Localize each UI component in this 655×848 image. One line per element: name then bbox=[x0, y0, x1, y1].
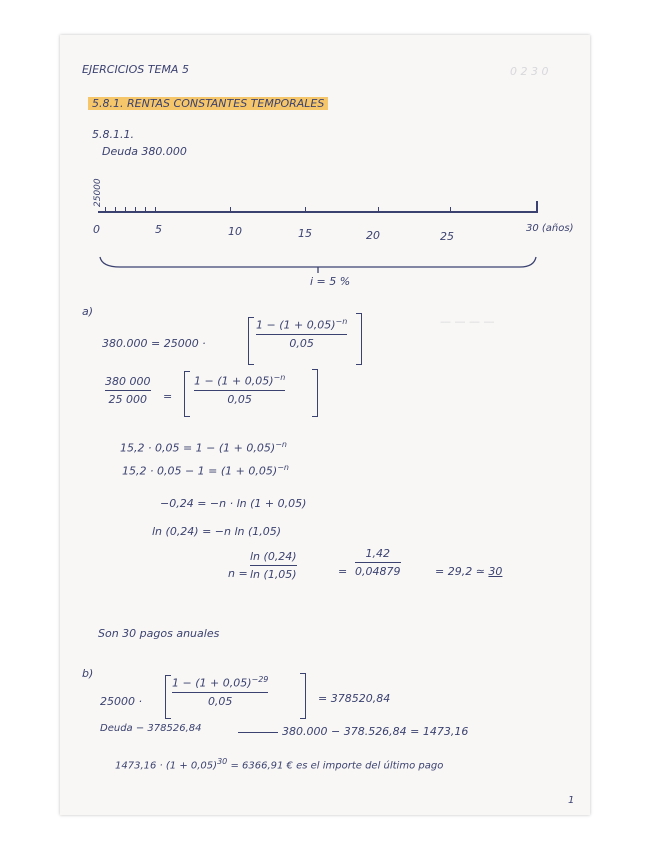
arrow-line bbox=[238, 732, 278, 733]
bracket-right bbox=[312, 369, 318, 417]
equation-1-left: 380.000 = 25000 · bbox=[102, 337, 206, 350]
bleed-through-mark: 0 2 3 0 bbox=[510, 65, 549, 78]
payment-label: 25000 bbox=[93, 178, 103, 207]
timeline-tick-label: 30 (años) bbox=[526, 223, 574, 234]
notebook-page bbox=[60, 35, 590, 815]
debt-amount: Deuda 380.000 bbox=[102, 145, 187, 158]
interest-rate: i = 5 % bbox=[310, 275, 351, 288]
n-label: n = bbox=[228, 567, 248, 580]
part-b-left: 25000 · bbox=[100, 695, 142, 708]
n-fraction: ln (0,24) ln (1,05) bbox=[250, 550, 297, 581]
last-payment-calc: $1473,16 \cdot (1 + 0,05)^{30} = 6366,91$ € es el importe del último pago bbox=[115, 757, 444, 772]
part-a-label: a) bbox=[82, 305, 94, 318]
equation-1-fraction: $1 - (1 + 0,05)^{-n}$ 0,05 bbox=[256, 317, 348, 350]
timeline-tick-label: 15 bbox=[298, 227, 312, 240]
equation-2-fraction: $1 - (1 + 0,05)^{-n}$ 0,05 bbox=[194, 373, 286, 406]
step-3: −0,24 = −n · ln (1 + 0,05) bbox=[160, 497, 307, 510]
n-fraction-numeric: 1,42 0,04879 bbox=[355, 547, 401, 578]
page-number: 1 bbox=[568, 795, 575, 806]
bleed-through-mark: — — — — bbox=[440, 315, 495, 328]
step-1: $15,2 \cdot 0,05 = 1 - (1 + 0,05)^{-n}$ bbox=[120, 440, 287, 455]
timeline-tick-label: 10 bbox=[228, 225, 242, 238]
debt-remaining: Deuda − 378526,84 bbox=[100, 723, 202, 734]
equation-2-left-fraction: 380 000 25 000 bbox=[105, 375, 151, 406]
part-b-label: b) bbox=[82, 667, 94, 680]
timeline-tick-label: 20 bbox=[366, 229, 380, 242]
bracket-right bbox=[356, 313, 362, 365]
bracket-left bbox=[165, 675, 171, 719]
bracket-left bbox=[248, 317, 254, 365]
timeline-tick-label: 0 bbox=[93, 223, 100, 236]
bracket-right bbox=[300, 673, 306, 719]
subsection-heading: 5.8.1.1. bbox=[92, 128, 134, 141]
bracket-left bbox=[184, 371, 190, 417]
equals-sign: = bbox=[163, 390, 173, 403]
section-heading: 5.8.1. RENTAS CONSTANTES TEMPORALES bbox=[88, 97, 328, 110]
timeline-tick-label: 5 bbox=[155, 223, 162, 236]
equals-sign: = bbox=[338, 565, 348, 578]
timeline-tick-label: 25 bbox=[440, 230, 454, 243]
part-b-fraction: $1 - (1 + 0,05)^{-29}$ 0,05 bbox=[172, 675, 269, 708]
step-2: $15,2 \cdot 0,05 - 1 = (1 + 0,05)^{-n}$ bbox=[122, 463, 289, 478]
n-result: = 29,2 ≃ 30 bbox=[435, 565, 503, 578]
page-title: EJERCICIOS TEMA 5 bbox=[82, 63, 189, 76]
part-b-result: = 378520,84 bbox=[318, 692, 391, 705]
conclusion: Son 30 pagos anuales bbox=[98, 627, 220, 640]
difference-calc: 380.000 − 378.526,84 = 1473,16 bbox=[282, 725, 469, 738]
step-4: ln (0,24) = −n ln (1,05) bbox=[152, 525, 282, 538]
